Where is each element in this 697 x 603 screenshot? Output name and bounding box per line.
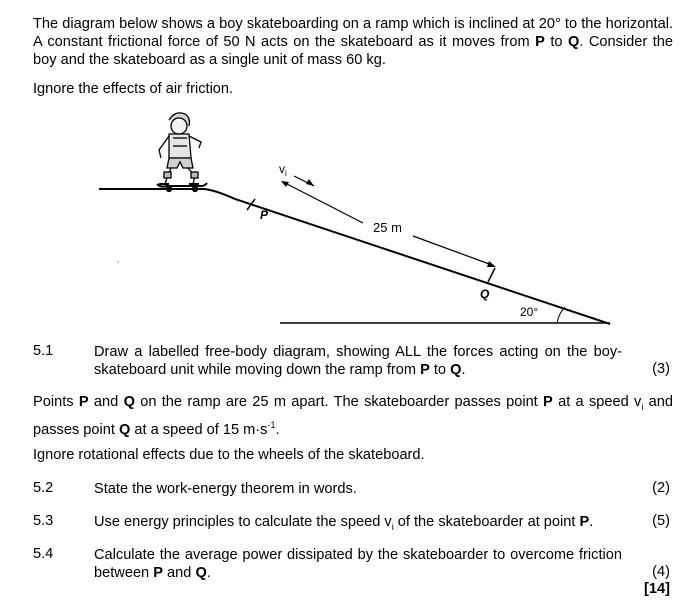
ramp-diagram xyxy=(95,102,620,334)
distance-arrowhead-right xyxy=(487,261,496,267)
point-p-label: P xyxy=(535,34,545,50)
point-q-label: Q xyxy=(567,34,580,50)
q52-mark: (2) xyxy=(652,480,670,496)
total-marks: [14] xyxy=(644,581,670,597)
ignore-air-friction-note: Ignore the effects of air friction. xyxy=(33,81,234,97)
distance-label: 25 m xyxy=(373,220,402,235)
angle-label: 20° xyxy=(520,305,539,319)
q51-number: 5.1 xyxy=(33,343,54,359)
q51-mark: (3) xyxy=(652,361,670,377)
q53-mark: (5) xyxy=(652,513,670,529)
tick-q xyxy=(488,268,495,282)
ignore-rotational-note: Ignore rotational effects due to the wheels of the skateboard. xyxy=(33,447,425,463)
q54-number: 5.4 xyxy=(33,546,54,562)
q54-text: Calculate the average power dissipated by the skateboarder to overcome friction between P and Q. xyxy=(94,547,622,581)
intro-paragraph: The diagram below shows a boy skateboarding on a ramp which is inclined at 20° to the horizontal. A constant frictional force of 50 N acts on the skateboard as it moves from P to Q. Consider the boy and the skateboard as a single unit of mass 60 kg. xyxy=(33,16,673,68)
points-paragraph: Points P and Q on the ramp are 25 m apart. The skateboarder passes point P at a speed $v_i$ and passes point Q at a speed of 15 $m\cdot s^{-1}$. xyxy=(33,394,673,438)
vi-label: $v_i$ xyxy=(279,162,287,178)
distance-arrow-left xyxy=(285,183,363,223)
q53-text: Use energy principles to calculate the speed $v_i$ of the skateboarder at point P. xyxy=(94,514,594,532)
distance-arrow-right xyxy=(413,236,492,265)
q52-text: State the work-energy theorem in words. xyxy=(94,481,357,497)
q53-number: 5.3 xyxy=(33,513,54,529)
vi-arrowhead xyxy=(306,179,314,186)
distance-arrowhead-left xyxy=(281,181,289,187)
boy-skateboarder-illustration xyxy=(157,113,207,192)
q54-mark: (4) xyxy=(652,564,670,580)
q51-text: Draw a labelled free-body diagram, showing ALL the forces acting on the boy-skateboard unit while moving down the ramp from P to Q. xyxy=(94,344,622,378)
diagram-q-label: Q xyxy=(480,287,490,301)
q52-number: 5.2 xyxy=(33,480,54,496)
diagram-p-label: P xyxy=(260,208,269,222)
